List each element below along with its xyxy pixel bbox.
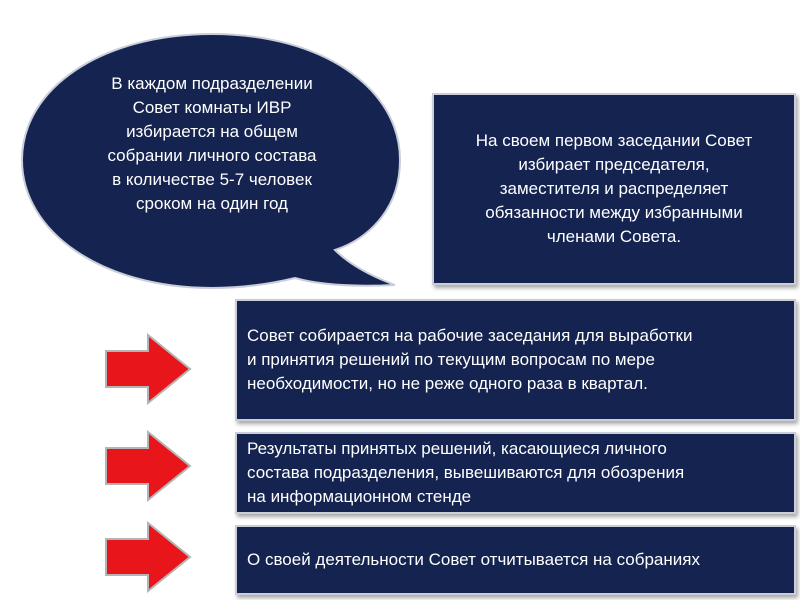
bubble-line: в количестве 5-7 человек	[112, 170, 312, 189]
box-line: На своем первом заседании Совет	[475, 131, 753, 150]
first-meeting-box	[432, 93, 796, 285]
step-text	[247, 324, 692, 396]
step-box-meetings	[235, 299, 796, 421]
bubble-text	[62, 72, 362, 216]
step-line: О своей деятельности Совет отчитывается на собраниях	[247, 550, 700, 569]
first-meeting-text	[476, 129, 753, 249]
step-line: Результаты принятых решений, касающиеся личного	[247, 439, 667, 458]
step-text	[247, 548, 700, 572]
step-line: необходимости, но не реже одного раза в квартал.	[247, 374, 648, 393]
step-text	[247, 437, 684, 509]
box-line: обязанности между избранными	[485, 203, 743, 222]
box-line: членами Совета.	[546, 227, 682, 246]
step-box-results	[235, 432, 796, 514]
arrow-right-icon	[104, 521, 194, 593]
step-line: состава подразделения, вывешиваются для обозрения	[247, 463, 685, 482]
box-line: избирает председателя,	[518, 155, 710, 174]
bubble-line: Совет комнаты ИВР	[132, 98, 292, 117]
arrow-right-icon	[104, 333, 194, 405]
box-line: заместителя и распределяет	[499, 179, 729, 198]
arrow-right-icon	[104, 430, 194, 502]
step-box-report	[235, 525, 796, 595]
bubble-line: В каждом подразделении	[111, 74, 313, 93]
bubble-line: собрании личного состава	[107, 146, 317, 165]
bubble-line: сроком на один год	[136, 194, 288, 213]
bubble-line: избирается на общем	[126, 122, 298, 141]
step-line: и принятия решений по текущим вопросам по мере	[247, 350, 655, 369]
step-line: Совет собирается на рабочие заседания для выработки	[247, 326, 693, 345]
step-line: на информационном стенде	[247, 487, 472, 506]
